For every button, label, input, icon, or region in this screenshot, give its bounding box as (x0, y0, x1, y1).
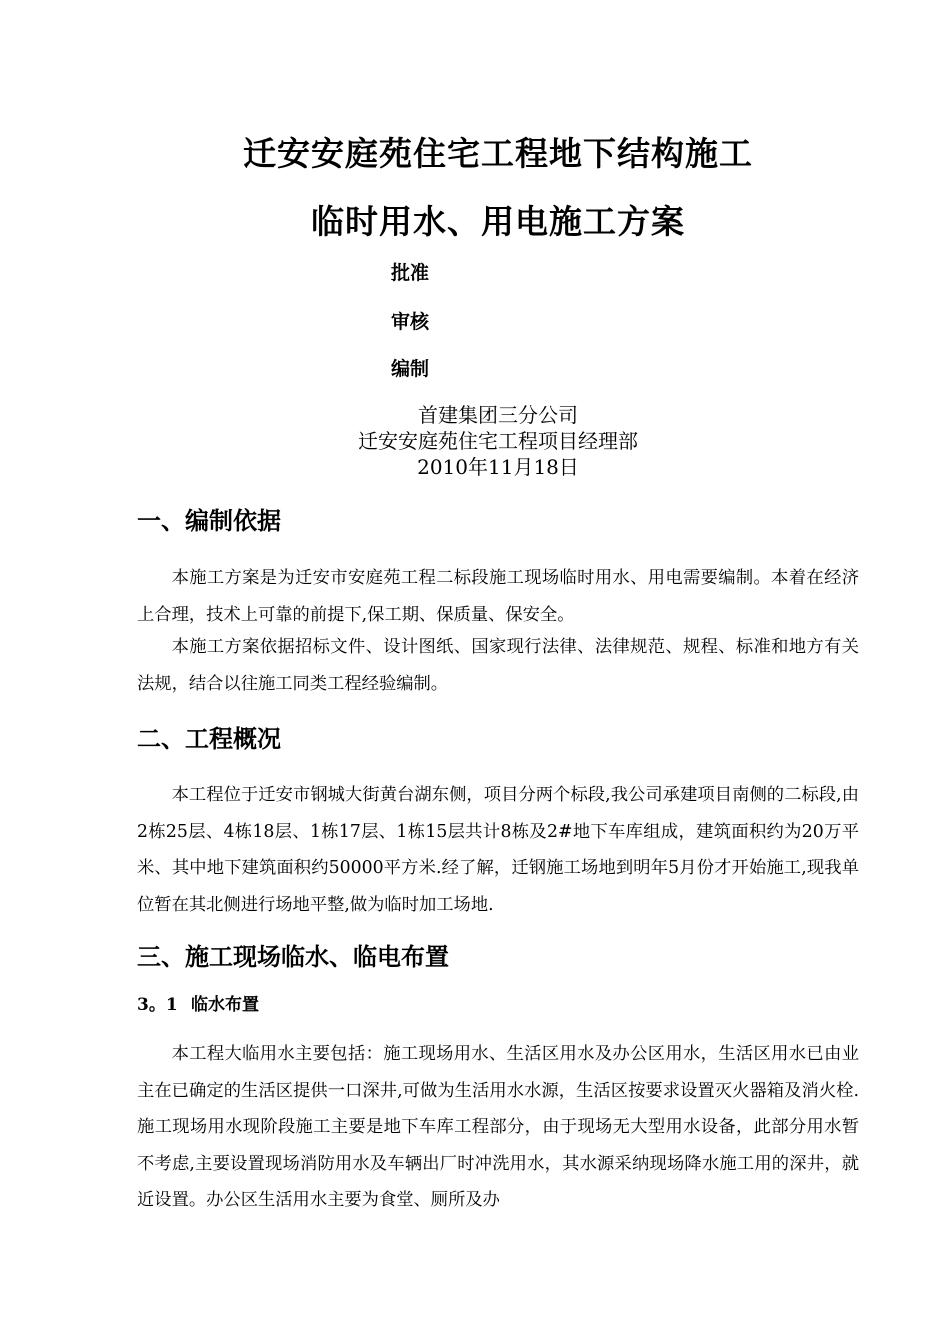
document-date: 2010年11月18日 (417, 455, 579, 479)
section-heading-layout: 三、施工现场临水、临电布置 (137, 942, 449, 971)
department-name: 迁安安庭苑住宅工程项目经理部 (358, 429, 638, 453)
compile-label: 编制 (391, 358, 430, 380)
subsection-number: 3。1 (137, 995, 178, 1015)
subsection-heading-water (137, 990, 259, 1015)
section-heading-overview: 二、工程概况 (137, 724, 281, 753)
company-name: 首建集团三分公司 (418, 403, 578, 427)
paragraph-basis-1: 本施工方案是为迁安市安庭苑工程二标段施工现场临时用水、用电需要编制。本着在经济上合理，技术上可靠的前提下,保工期、保质量、保安全。 (137, 568, 859, 625)
section-heading-basis: 一、编制依据 (137, 506, 281, 535)
review-label: 审核 (391, 311, 430, 333)
paragraph-basis-2: 本施工方案依据招标文件、设计图纸、国家现行法律、法律规范、规程、标准和地方有关法规，结合以往施工同类工程经验编制。 (137, 637, 859, 694)
paragraph-water-1: 本工程大临用水主要包括：施工现场用水、生活区用水及办公区用水，生活区用水已由业主在已确定的生活区提供一口深井,可做为生活用水水源，生活区按要求设置灭火器箱及消火栓.施工现场用水现阶段施工主要是地下车库工程部分，由于现场无大型用水设备，此部分用水暂不考虑,主要设置现场消防用水及车辆出厂时冲洗用水，其水源采纳现场降水施工用的深井，就近设置。办公区生活用水主要为食堂、厕所及办 (137, 1044, 859, 1211)
document-title-line-1: 迁安安庭苑住宅工程地下结构施工 (243, 134, 753, 173)
paragraph-overview-1: 本工程位于迁安市钢城大街黄台湖东侧，项目分两个标段,我公司承建项目南侧的二标段,由2栋25层、4栋18层、1栋17层、1栋15层共计8栋及2#地下车库组成，建筑面积约为20万平米、其中地下建筑面积约50000平方米.经了解，迁钢施工场地到明年5月份才开始施工,现我单位暂在其北侧进行场地平整,做为临时加工场地. (137, 785, 859, 915)
subsection-title: 临水布置 (191, 995, 259, 1015)
document-title-line-2: 临时用水、用电施工方案 (311, 202, 685, 241)
approve-label: 批准 (391, 262, 430, 284)
